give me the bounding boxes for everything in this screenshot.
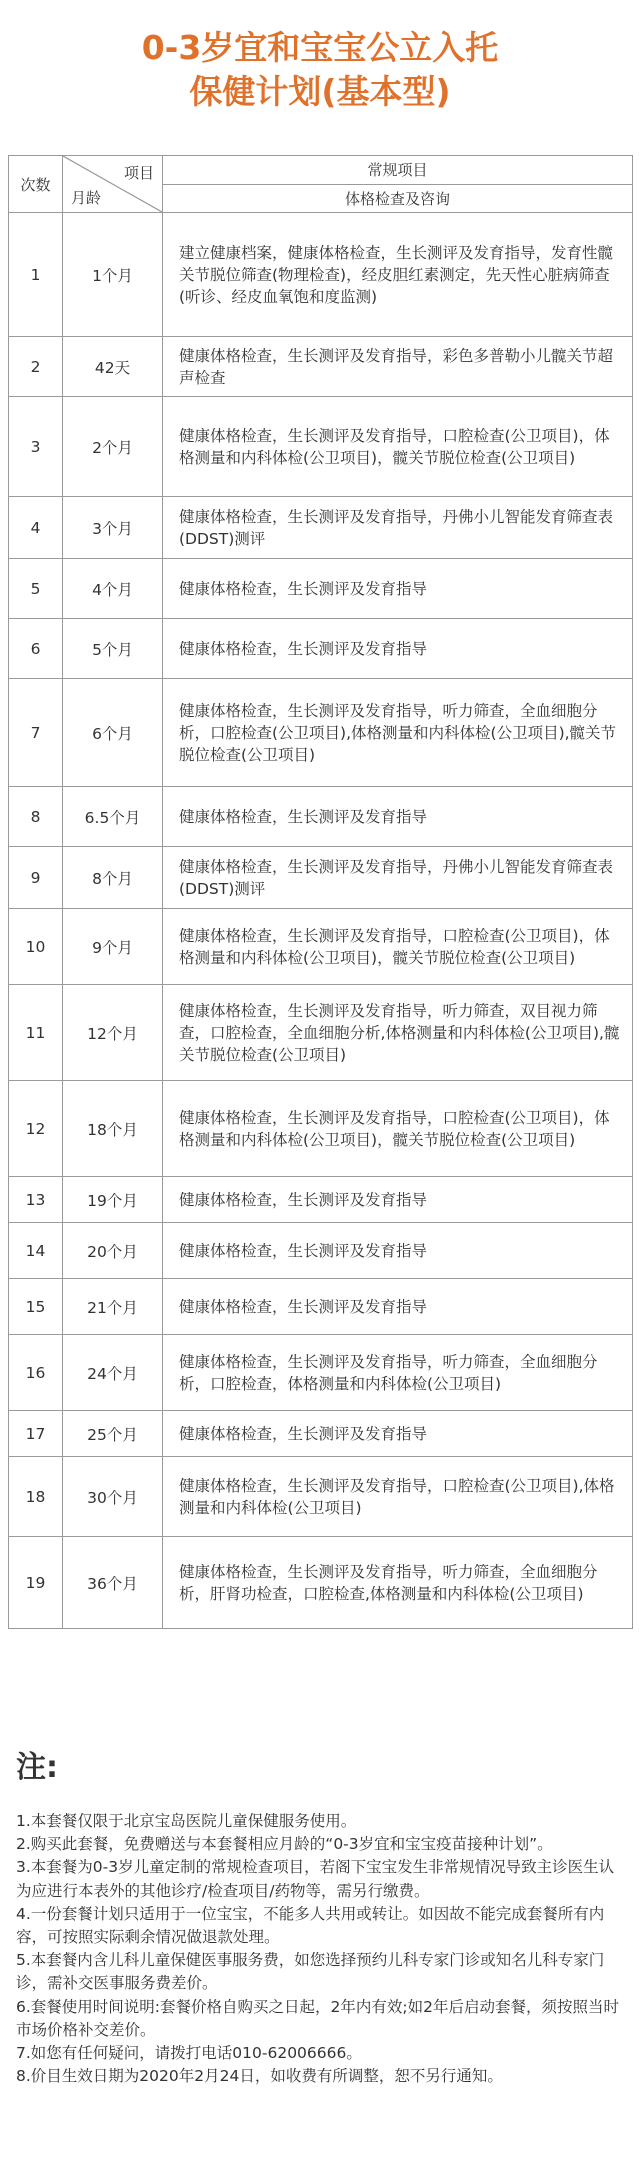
visit-items: 建立健康档案，健康体格检查，生长测评及发育指导，发育性髋关节脱位筛查(物理检查)，经皮胆红素测定，先天性心脏病筛查(听诊、经皮血氧饱和度监测): [163, 213, 633, 337]
visit-number: 8: [9, 787, 63, 847]
notes-list: [16, 1810, 626, 2088]
visit-number: 5: [9, 559, 63, 619]
visit-age: 9个月: [63, 909, 163, 985]
header-item-label: 项目: [123, 164, 154, 182]
visit-items: 健康体格检查，生长测评及发育指导，口腔检查(公卫项目)，体格测量和内科体检(公卫项目)，髋关节脱位检查(公卫项目): [163, 1081, 633, 1177]
note-item: 3.本套餐为0-3岁儿童定制的常规检查项目，若阁下宝宝发生非常规情况导致主诊医生认为应进行本表外的其他诊疗/检查项目/药物等，需另行缴费。: [16, 1858, 615, 1900]
visit-age: 4个月: [63, 559, 163, 619]
visit-number: 13: [9, 1177, 63, 1223]
visit-number: 4: [9, 497, 63, 559]
visit-items: 健康体格检查，生长测评及发育指导: [163, 1177, 633, 1223]
visit-age: 20个月: [63, 1223, 163, 1279]
header-subtitle: 体格检查及咨询: [163, 184, 633, 213]
visit-number: 9: [9, 847, 63, 909]
header-diagonal-cell: [63, 156, 163, 213]
table-row: [9, 1335, 633, 1411]
visit-number: 2: [9, 337, 63, 397]
note-item: 7.如您有任何疑问，请拨打电话010-62006666。: [16, 2044, 362, 2063]
header-age-label: 月龄: [71, 189, 102, 207]
table-row: [9, 1177, 633, 1223]
visit-age: 2个月: [63, 397, 163, 497]
table-row: [9, 397, 633, 497]
visit-number: 18: [9, 1457, 63, 1537]
visit-age: 36个月: [63, 1537, 163, 1629]
visit-age: 42天: [63, 337, 163, 397]
table-row: [9, 1223, 633, 1279]
visit-number: 11: [9, 985, 63, 1081]
visit-age: 12个月: [63, 985, 163, 1081]
visit-items: 健康体格检查，生长测评及发育指导，口腔检查(公卫项目)，体格测量和内科体检(公卫项目)，髋关节脱位检查(公卫项目): [163, 397, 633, 497]
table-row: [9, 1279, 633, 1335]
visit-items: 健康体格检查，生长测评及发育指导，口腔检查(公卫项目),体格测量和内科体检(公卫项目): [163, 1457, 633, 1537]
visit-age: 3个月: [63, 497, 163, 559]
visit-number: 12: [9, 1081, 63, 1177]
visit-age: 18个月: [63, 1081, 163, 1177]
visit-items: 健康体格检查，生长测评及发育指导，口腔检查(公卫项目)，体格测量和内科体检(公卫项目)，髋关节脱位检查(公卫项目): [163, 909, 633, 985]
visit-age: 21个月: [63, 1279, 163, 1335]
table-row: [9, 337, 633, 397]
table-row: [9, 1457, 633, 1537]
note-item: 8.价目生效日期为2020年2月24日，如收费有所调整，恕不另行通知。: [16, 2067, 503, 2086]
visit-age: 25个月: [63, 1411, 163, 1457]
visit-number: 3: [9, 397, 63, 497]
visit-age: 6.5个月: [63, 787, 163, 847]
table-row: [9, 1081, 633, 1177]
visit-items: 健康体格检查，生长测评及发育指导: [163, 1279, 633, 1335]
visit-age: 19个月: [63, 1177, 163, 1223]
visit-items: 健康体格检查，生长测评及发育指导，彩色多普勒小儿髋关节超声检查: [163, 337, 633, 397]
visit-items: 健康体格检查，生长测评及发育指导，丹佛小儿智能发育筛查表(DDST)测评: [163, 497, 633, 559]
visit-items: 健康体格检查，生长测评及发育指导，听力筛查，全血细胞分析，肝肾功检查，口腔检查,体格测量和内科体检(公卫项目): [163, 1537, 633, 1629]
visit-items: 健康体格检查，生长测评及发育指导: [163, 559, 633, 619]
visit-number: 1: [9, 213, 63, 337]
note-item: 4.一份套餐计划只适用于一位宝宝，不能多人共用或转让。如因故不能完成套餐所有内容，可按照实际剩余情况做退款处理。: [16, 1904, 605, 1947]
visit-items: 健康体格检查，生长测评及发育指导: [163, 787, 633, 847]
table-row: [9, 787, 633, 847]
visit-items: 健康体格检查，生长测评及发育指导，听力筛查，双目视力筛查，口腔检查，全血细胞分析,体格测量和内科体检(公卫项目),髋关节脱位检查(公卫项目): [163, 985, 633, 1081]
visit-number: 7: [9, 679, 63, 787]
table-row: [9, 909, 633, 985]
visit-items: 健康体格检查，生长测评及发育指导: [163, 619, 633, 679]
table-row: [9, 213, 633, 337]
visit-number: 6: [9, 619, 63, 679]
visit-age: 30个月: [63, 1457, 163, 1537]
visit-number: 14: [9, 1223, 63, 1279]
notes-title: 注:: [16, 1750, 58, 1785]
table-row: [9, 559, 633, 619]
checkup-plan-table: [8, 155, 633, 1629]
table-row: [9, 847, 633, 909]
table-row: [9, 985, 633, 1081]
page-title-line1: 0-3岁宜和宝宝公立入托: [141, 28, 499, 67]
visit-items: 健康体格检查，生长测评及发育指导: [163, 1411, 633, 1457]
note-item: 2.购买此套餐，免费赠送与本套餐相应月龄的“0-3岁宜和宝宝疫苗接种计划”。: [16, 1835, 553, 1854]
header-routine: 常规项目: [163, 156, 633, 185]
table-row: [9, 619, 633, 679]
visit-age: 6个月: [63, 679, 163, 787]
note-item: 6.套餐使用时间说明:套餐价格自购买之日起，2年内有效;如2年后启动套餐，须按照当时市场价格补交差价。: [16, 1997, 619, 2039]
visit-number: 10: [9, 909, 63, 985]
visit-number: 19: [9, 1537, 63, 1629]
visit-age: 5个月: [63, 619, 163, 679]
visit-age: 24个月: [63, 1335, 163, 1411]
visit-items: 健康体格检查，生长测评及发育指导，丹佛小儿智能发育筛查表(DDST)测评: [163, 847, 633, 909]
table-row: [9, 679, 633, 787]
visit-items: 健康体格检查，生长测评及发育指导: [163, 1223, 633, 1279]
visit-number: 15: [9, 1279, 63, 1335]
note-item: 5.本套餐内含儿科儿童保健医事服务费，如您选择预约儿科专家门诊或知名儿科专家门诊，需补交医事服务费差价。: [16, 1951, 605, 1993]
visit-number: 17: [9, 1411, 63, 1457]
visit-age: 1个月: [63, 213, 163, 337]
table-row: [9, 1411, 633, 1457]
visit-items: 健康体格检查，生长测评及发育指导，听力筛查，全血细胞分析，口腔检查(公卫项目),体格测量和内科体检(公卫项目),髋关节脱位检查(公卫项目): [163, 679, 633, 787]
visit-items: 健康体格检查，生长测评及发育指导，听力筛查，全血细胞分析，口腔检查，体格测量和内科体检(公卫项目): [163, 1335, 633, 1411]
visit-age: 8个月: [63, 847, 163, 909]
note-item: 1.本套餐仅限于北京宝岛医院儿童保健服务使用。: [16, 1812, 357, 1830]
header-visits: 次数: [9, 156, 63, 213]
table-row: [9, 497, 633, 559]
page-title-line2: 保健计划(基本型): [189, 72, 451, 111]
visit-number: 16: [9, 1335, 63, 1411]
table-row: [9, 1537, 633, 1629]
